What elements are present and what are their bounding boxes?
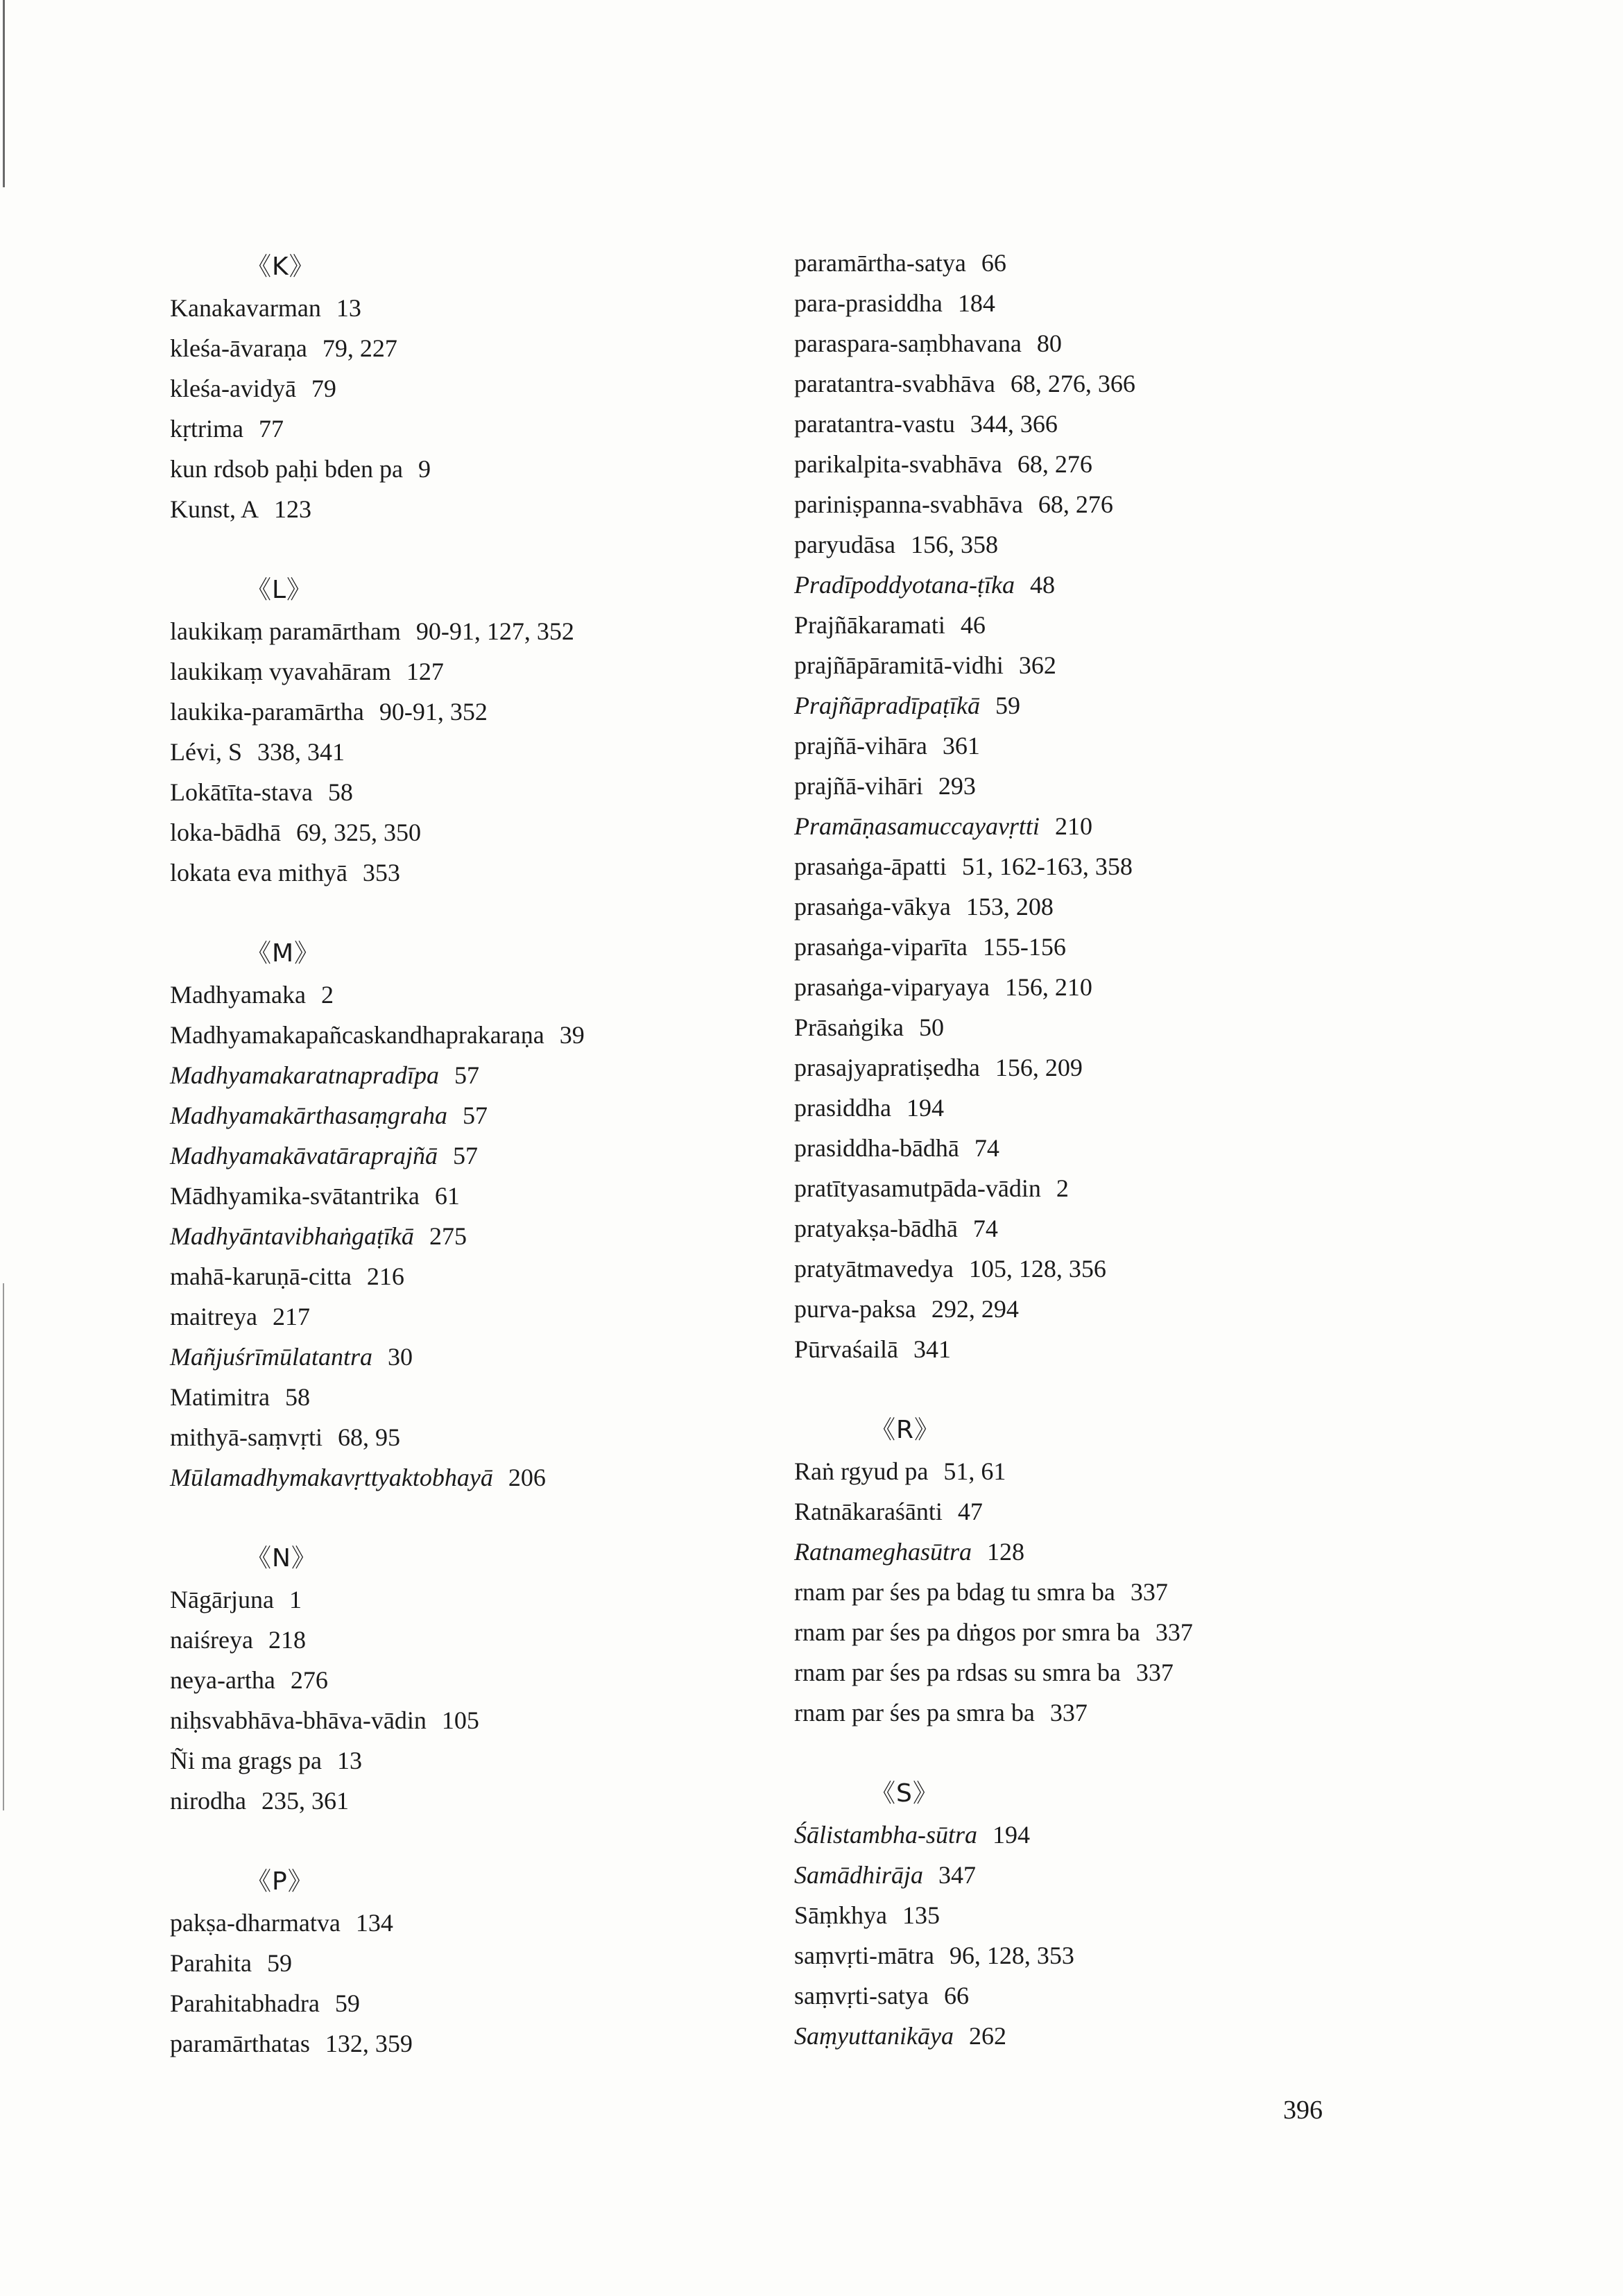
- index-term: Kunst, A: [170, 495, 259, 523]
- index-term: mahā-karuṇā-citta: [170, 1262, 352, 1290]
- index-pages: 217: [272, 1303, 310, 1330]
- index-term: Madhyamakārthasaṃgraha: [170, 1102, 447, 1129]
- index-pages: 80: [1036, 329, 1062, 357]
- index-pages: 77: [258, 415, 284, 443]
- index-pages: 156, 210: [1004, 973, 1092, 1001]
- index-term: Pūrvaśailā: [794, 1335, 898, 1363]
- index-term: paramārtha-satya: [794, 249, 966, 277]
- index-entry: [794, 766, 1405, 806]
- index-entry: [170, 1417, 739, 1457]
- index-term: loka-bādhā: [170, 819, 281, 846]
- index-term: niḥsvabhāva-bhāva-vādin: [170, 1706, 427, 1734]
- index-term: Madhyamakapañcaskandhaprakaraṇa: [170, 1021, 544, 1049]
- index-entry: [794, 243, 1405, 283]
- index-term: prasaṅga-āpatti: [794, 853, 947, 880]
- section-heading: 《K》: [246, 252, 315, 281]
- index-section: [170, 1821, 739, 2064]
- index-pages: 50: [918, 1013, 944, 1041]
- index-pages: 153, 208: [965, 893, 1054, 920]
- index-term: neya-artha: [170, 1666, 275, 1694]
- index-pages: 51, 162-163, 358: [961, 853, 1133, 880]
- index-pages: 90-91, 127, 352: [415, 617, 574, 645]
- index-pages: 2: [320, 981, 334, 1009]
- index-term: prasiddha-bādhā: [794, 1134, 959, 1162]
- index-column-right: [794, 243, 1405, 2056]
- index-term: paramārthatas: [170, 2030, 310, 2057]
- index-pages: 58: [327, 778, 353, 806]
- index-term: Pramāṇasamuccayavṛtti: [794, 812, 1040, 840]
- index-entry: [794, 1088, 1405, 1128]
- index-term: Madhyāntavibhaṅgaṭīkā: [170, 1222, 414, 1250]
- index-term: Śālistambha-sūtra: [794, 1821, 978, 1849]
- index-entry: [794, 1451, 1405, 1491]
- index-pages: 9: [418, 455, 431, 483]
- index-entry: [170, 449, 739, 489]
- index-pages: 57: [454, 1061, 479, 1089]
- index-entry: [170, 2023, 739, 2064]
- index-pages: 105, 128, 356: [968, 1255, 1106, 1283]
- index-pages: 210: [1054, 812, 1092, 840]
- index-term: Nāgārjuna: [170, 1586, 274, 1613]
- index-entry: [794, 1693, 1405, 1733]
- index-pages: 216: [366, 1262, 404, 1290]
- index-term: Mūlamadhymakavṛttyaktobhayā: [170, 1464, 493, 1491]
- index-entry: [794, 1208, 1405, 1249]
- index-pages: 344, 366: [970, 410, 1058, 438]
- index-entry: [170, 611, 739, 651]
- index-pages: 132, 359: [325, 2030, 413, 2057]
- index-term: Madhyamakaratnapradīpa: [170, 1061, 439, 1089]
- index-pages: 47: [957, 1498, 983, 1525]
- index-entry: [170, 1781, 739, 1821]
- index-pages: 58: [284, 1383, 310, 1411]
- index-term: mithyā-saṃvṛti: [170, 1423, 323, 1451]
- index-term: purva-paksa: [794, 1295, 916, 1323]
- index-pages: 59: [334, 1989, 360, 2017]
- index-pages: 66: [943, 1982, 969, 2010]
- index-term: Ratnameghasūtra: [794, 1538, 972, 1566]
- index-entry: [170, 1377, 739, 1417]
- index-pages: 59: [266, 1949, 292, 1977]
- section-heading: 《S》: [870, 1779, 938, 1808]
- index-entry: [170, 812, 739, 853]
- index-term: paraspara-saṃbhavana: [794, 329, 1022, 357]
- index-pages: 276: [290, 1666, 328, 1694]
- index-pages: 68, 95: [337, 1423, 400, 1451]
- section-heading: 《L》: [246, 576, 313, 604]
- index-pages: 337: [1135, 1659, 1174, 1686]
- index-term: rnam par śes pa bdag tu smra ba: [794, 1578, 1115, 1606]
- index-pages: 156, 358: [910, 531, 998, 558]
- index-entry: [170, 1740, 739, 1781]
- section-gap: [170, 893, 739, 933]
- index-term: Matimitra: [170, 1383, 270, 1411]
- index-term: Prāsaṅgika: [794, 1013, 904, 1041]
- index-pages: 79, 227: [322, 334, 397, 362]
- index-entry: [170, 1216, 739, 1256]
- index-pages: 69, 325, 350: [295, 819, 421, 846]
- index-entry: [794, 605, 1405, 645]
- index-term: laukika-paramārtha: [170, 698, 364, 726]
- index-entry: [794, 645, 1405, 685]
- index-entry: [794, 524, 1405, 565]
- index-entry: [170, 1700, 739, 1740]
- index-entry: [794, 1976, 1405, 2016]
- index-pages: 194: [906, 1094, 944, 1122]
- index-pages: 218: [268, 1626, 306, 1654]
- index-entry: [170, 1660, 739, 1700]
- index-term: kun rdsob paḥi bden pa: [170, 455, 403, 483]
- index-term: Mañjuśrīmūlatantra: [170, 1343, 373, 1371]
- index-term: kleśa-avidyā: [170, 375, 296, 402]
- index-term: rnam par śes pa smra ba: [794, 1699, 1035, 1727]
- index-entry: [794, 2016, 1405, 2056]
- index-entry: [794, 1935, 1405, 1976]
- index-pages: 275: [429, 1222, 467, 1250]
- index-entry: [794, 726, 1405, 766]
- index-entry: [170, 1095, 739, 1136]
- index-pages: 51, 61: [943, 1457, 1006, 1485]
- index-term: Lokātīta-stava: [170, 778, 313, 806]
- index-term: Mādhyamika-svātantrika: [170, 1182, 420, 1210]
- binding-edge: [3, 0, 5, 187]
- index-entry: [794, 1168, 1405, 1208]
- index-entry: [170, 1903, 739, 1943]
- index-term: rnam par śes pa dṅgos por smra ba: [794, 1618, 1140, 1646]
- index-term: pratyakṣa-bādhā: [794, 1215, 958, 1242]
- index-entry: [794, 1047, 1405, 1088]
- index-entry: [170, 368, 739, 409]
- index-section: [794, 1369, 1405, 1733]
- index-pages: 90-91, 352: [379, 698, 488, 726]
- index-term: parikalpita-svabhāva: [794, 450, 1002, 478]
- index-pages: 155-156: [982, 933, 1066, 961]
- index-pages: 13: [336, 1747, 362, 1774]
- index-term: Parahitabhadra: [170, 1989, 320, 2017]
- index-pages: 135: [902, 1901, 940, 1929]
- index-pages: 362: [1018, 651, 1056, 679]
- index-section: [794, 243, 1405, 1369]
- index-entry: [170, 409, 739, 449]
- index-pages: 74: [972, 1215, 998, 1242]
- index-entry: [794, 444, 1405, 484]
- index-pages: 13: [336, 294, 361, 322]
- index-section: [794, 1733, 1405, 2056]
- index-entry: [170, 1943, 739, 1983]
- index-entry: [794, 1652, 1405, 1693]
- index-pages: 66: [981, 249, 1006, 277]
- index-entry: [170, 651, 739, 692]
- index-pages: 79: [311, 375, 336, 402]
- index-pages: 61: [434, 1182, 460, 1210]
- index-entry: [794, 1289, 1405, 1329]
- index-term: prasajyapratiṣedha: [794, 1054, 980, 1081]
- index-section: [170, 529, 739, 893]
- index-pages: 1: [289, 1586, 302, 1613]
- index-term: maitreya: [170, 1303, 257, 1330]
- index-pages: 262: [968, 2022, 1006, 2050]
- index-entry: [170, 1337, 739, 1377]
- index-entry: [170, 1256, 739, 1296]
- index-pages: 206: [508, 1464, 546, 1491]
- index-entry: [170, 853, 739, 893]
- section-heading: 《P》: [246, 1867, 314, 1896]
- index-entry: [170, 1620, 739, 1660]
- index-pages: 337: [1049, 1699, 1088, 1727]
- index-pages: 293: [938, 772, 976, 800]
- index-term: prajñā-vihāra: [794, 732, 927, 760]
- section-gap: [794, 1733, 1405, 1773]
- index-pages: 68, 276: [1038, 490, 1113, 518]
- index-pages: 156, 209: [995, 1054, 1083, 1081]
- section-gap: [794, 1369, 1405, 1410]
- index-pages: 128: [987, 1538, 1024, 1566]
- index-term: prajñā-vihāri: [794, 772, 923, 800]
- section-gap: [170, 529, 739, 569]
- index-pages: 184: [957, 289, 995, 317]
- index-entry: [794, 1491, 1405, 1532]
- index-entry: [170, 975, 739, 1015]
- index-entry: [794, 565, 1405, 605]
- index-term: Raṅ rgyud pa: [794, 1457, 929, 1485]
- index-entry: [170, 1983, 739, 2023]
- index-pages: 68, 276: [1017, 450, 1092, 478]
- index-pages: 57: [452, 1142, 478, 1170]
- index-entry: [170, 772, 739, 812]
- index-pages: 292, 294: [931, 1295, 1019, 1323]
- index-term: pratyātmavedya: [794, 1255, 954, 1283]
- section-gap: [170, 1821, 739, 1861]
- section-gap: [170, 1498, 739, 1538]
- index-term: Prajñāpradīpaṭīkā: [794, 692, 980, 719]
- index-term: Ratnākaraśānti: [794, 1498, 943, 1525]
- index-entry: [794, 1329, 1405, 1369]
- index-entry: [794, 886, 1405, 927]
- index-entry: [170, 1176, 739, 1216]
- index-term: paryudāsa: [794, 531, 895, 558]
- index-pages: 96, 128, 353: [949, 1942, 1074, 1969]
- index-pages: 46: [960, 611, 986, 639]
- index-term: Prajñākaramati: [794, 611, 945, 639]
- index-term: pariniṣpanna-svabhāva: [794, 490, 1023, 518]
- index-entry: [170, 1136, 739, 1176]
- index-term: paratantra-vastu: [794, 410, 955, 438]
- index-term: nirodha: [170, 1787, 246, 1815]
- index-term: kṛtrima: [170, 415, 243, 443]
- index-entry: [170, 732, 739, 772]
- index-pages: 337: [1155, 1618, 1193, 1646]
- index-entry: [794, 927, 1405, 967]
- index-term: Samādhirāja: [794, 1861, 924, 1889]
- section-heading: 《R》: [870, 1416, 941, 1444]
- index-term: naiśreya: [170, 1626, 253, 1654]
- index-pages: 134: [355, 1909, 393, 1937]
- index-pages: 30: [388, 1343, 413, 1371]
- index-pages: 341: [913, 1335, 951, 1363]
- index-term: Pradīpoddyotana-ṭīka: [794, 571, 1015, 599]
- index-pages: 39: [559, 1021, 585, 1049]
- index-pages: 59: [995, 692, 1020, 719]
- index-entry: [170, 1457, 739, 1498]
- index-term: laukikaṃ vyavahāram: [170, 658, 391, 685]
- index-entry: [794, 283, 1405, 323]
- index-entry: [170, 1296, 739, 1337]
- index-entry: [794, 363, 1405, 404]
- index-term: prasaṅga-viparyaya: [794, 973, 990, 1001]
- index-term: prasaṅga-viparīta: [794, 933, 968, 961]
- index-section: [170, 246, 739, 529]
- index-term: Ñi ma grags pa: [170, 1747, 322, 1774]
- index-term: rnam par śes pa rdsas su smra ba: [794, 1659, 1121, 1686]
- index-pages: 338, 341: [257, 738, 345, 766]
- index-entry: [170, 1579, 739, 1620]
- index-section: [170, 1498, 739, 1821]
- index-pages: 57: [462, 1102, 488, 1129]
- index-column-left: [170, 246, 739, 2064]
- index-section: [170, 893, 739, 1498]
- index-entry: [794, 1007, 1405, 1047]
- index-term: Parahita: [170, 1949, 252, 1977]
- index-term: paratantra-svabhāva: [794, 370, 995, 397]
- index-term: Saṃyuttanikāya: [794, 2022, 954, 2050]
- index-pages: 2: [1056, 1174, 1069, 1202]
- index-entry: [170, 489, 739, 529]
- index-pages: 347: [938, 1861, 977, 1889]
- index-entry: [794, 1895, 1405, 1935]
- index-entry: [794, 967, 1405, 1007]
- index-entry: [170, 692, 739, 732]
- index-term: Madhyamaka: [170, 981, 306, 1009]
- index-term: Kanakavarman: [170, 294, 321, 322]
- index-entry: [794, 1532, 1405, 1572]
- index-term: Sāṃkhya: [794, 1901, 887, 1929]
- index-entry: [794, 846, 1405, 886]
- index-term: lokata eva mithyā: [170, 859, 347, 886]
- page-number: 396: [1283, 2096, 1323, 2125]
- index-term: Madhyamakāvatāraprajñā: [170, 1142, 438, 1170]
- section-heading: 《N》: [246, 1544, 317, 1573]
- index-pages: 353: [362, 859, 400, 886]
- index-entry: [794, 806, 1405, 846]
- index-pages: 123: [274, 495, 312, 523]
- index-term: pratītyasamutpāda-vādin: [794, 1174, 1041, 1202]
- index-entry: [794, 404, 1405, 444]
- index-entry: [794, 1612, 1405, 1652]
- section-heading: 《M》: [246, 939, 320, 968]
- index-term: Lévi, S: [170, 738, 242, 766]
- index-entry: [794, 1815, 1405, 1855]
- index-pages: 361: [942, 732, 980, 760]
- index-entry: [794, 323, 1405, 363]
- index-pages: 127: [406, 658, 444, 685]
- index-pages: 105: [441, 1706, 479, 1734]
- index-term: saṃvṛti-satya: [794, 1982, 929, 2010]
- index-entry: [170, 1055, 739, 1095]
- index-entry: [794, 484, 1405, 524]
- index-term: pakṣa-dharmatva: [170, 1909, 341, 1937]
- index-term: prasiddha: [794, 1094, 891, 1122]
- index-pages: 74: [974, 1134, 999, 1162]
- index-entry: [170, 288, 739, 328]
- index-term: para-prasiddha: [794, 289, 943, 317]
- index-term: prajñāpāramitā-vidhi: [794, 651, 1004, 679]
- index-pages: 68, 276, 366: [1010, 370, 1135, 397]
- index-term: saṃvṛti-mātra: [794, 1942, 934, 1969]
- index-pages: 337: [1130, 1578, 1168, 1606]
- index-entry: [794, 1128, 1405, 1168]
- index-term: kleśa-āvaraṇa: [170, 334, 307, 362]
- index-pages: 194: [993, 1821, 1031, 1849]
- index-entry: [794, 685, 1405, 726]
- index-entry: [170, 328, 739, 368]
- index-term: prasaṅga-vākya: [794, 893, 951, 920]
- index-entry: [794, 1249, 1405, 1289]
- index-pages: 48: [1029, 571, 1055, 599]
- index-pages: 235, 361: [261, 1787, 349, 1815]
- binding-edge: [3, 1283, 4, 1810]
- index-term: laukikaṃ paramārtham: [170, 617, 401, 645]
- index-entry: [170, 1015, 739, 1055]
- index-entry: [794, 1572, 1405, 1612]
- index-entry: [794, 1855, 1405, 1895]
